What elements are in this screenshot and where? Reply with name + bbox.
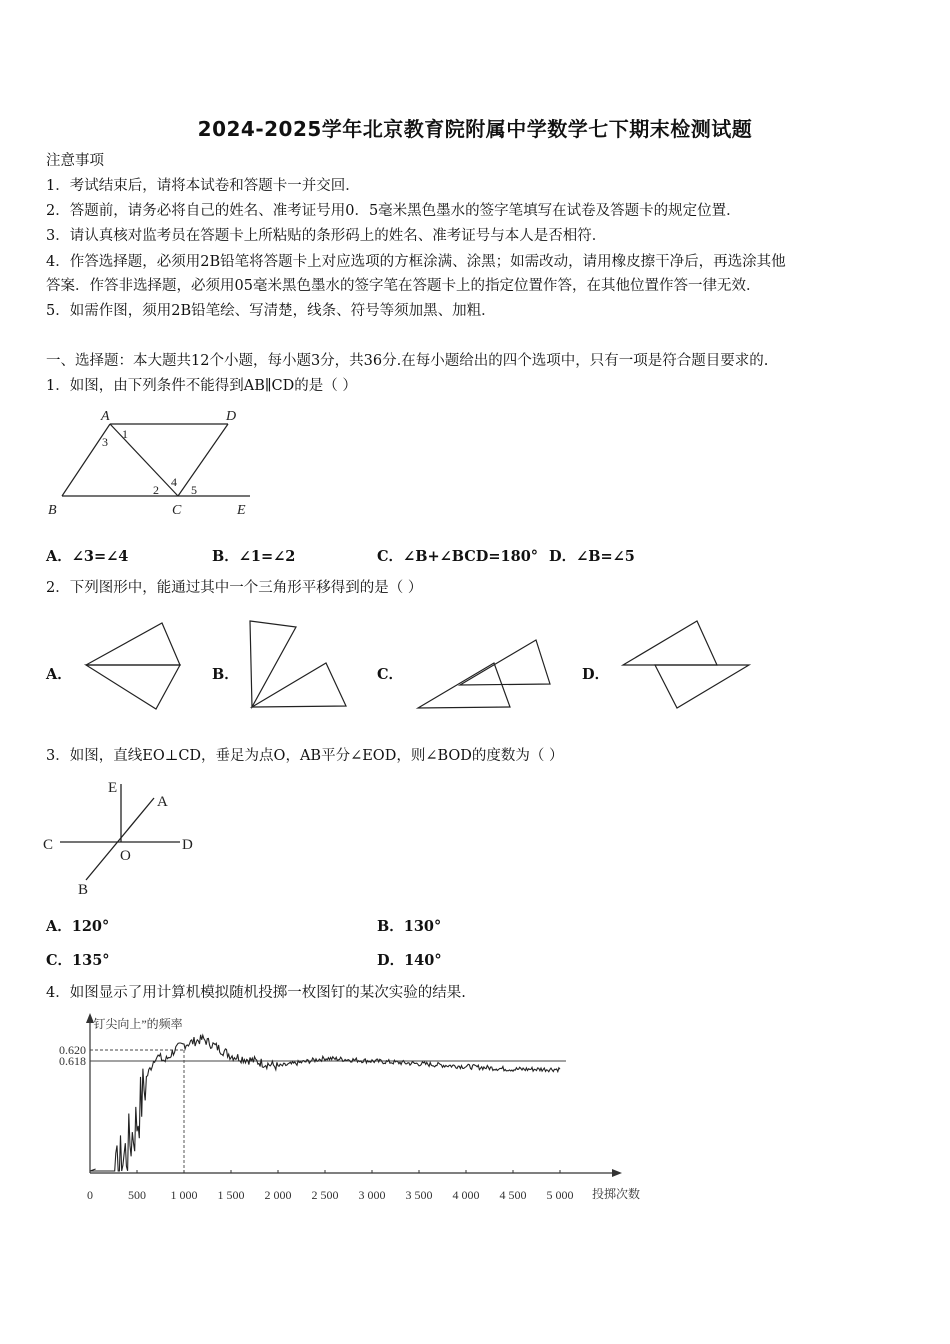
triangle <box>252 663 346 707</box>
notice-heading: 注意事项 <box>46 153 104 169</box>
q2-figure-d <box>615 615 760 715</box>
x-tick-label: 3 500 <box>405 1188 433 1202</box>
q3-option-b[interactable]: B．130° <box>377 918 442 935</box>
q1-option-c[interactable]: C．∠B+∠BCD=180° <box>377 548 539 565</box>
notice-item: 3．请认真核对监考员在答题卡上所粘贴的条形码上的姓名、准考证号与本人是否相符． <box>46 228 607 244</box>
notice-item: 2．答题前，请务必将自己的姓名、准考证号用0．5毫米黑色墨水的签字笔填写在试卷及答题卡的规定位置． <box>46 203 741 219</box>
question-3 <box>46 746 564 766</box>
triangle <box>655 665 749 708</box>
page-title: 2024-2025学年北京教育院附属中学数学七下期末检测试题 <box>197 117 753 141</box>
question-stem: 如图，直线EO⊥CD，垂足为点O，AB平分∠EOD，则∠BOD的度数为（ ） <box>69 748 564 764</box>
frequency-series-line <box>90 1035 560 1171</box>
question-4 <box>46 983 466 1003</box>
label-e: E <box>237 503 246 518</box>
label-e: E <box>108 780 118 796</box>
q1-figure <box>40 404 260 522</box>
q2-option-c[interactable]: C． <box>377 666 404 683</box>
angle-label-4: 4 <box>171 475 177 489</box>
q3-option-c[interactable]: C．135° <box>46 952 110 969</box>
question-number: 4． <box>46 985 70 1001</box>
y-axis-label: “钉尖向上”的频率 <box>88 1017 183 1031</box>
label-a: A <box>101 409 110 424</box>
x-tick-label: 1 500 <box>217 1188 245 1202</box>
label-b: B <box>48 503 57 518</box>
q2-option-a[interactable]: A． <box>46 666 72 683</box>
x-tick-label: 0 <box>87 1188 93 1202</box>
notice-item: 4．作答选择题，必须用2B铅笔将答题卡上对应选项的方框涂满、涂黑；如需改动，请用橡皮擦干净后，再选涂其他 <box>46 254 786 270</box>
label-c: C <box>172 503 182 518</box>
x-tick-label: 5 000 <box>546 1188 574 1202</box>
notice-item: 答案．作答非选择题，必须用05毫米黑色墨水的签字笔在答题卡上的指定位置作答，在其他位置作答一律无效． <box>46 278 761 294</box>
q2-option-d[interactable]: D． <box>582 666 610 683</box>
label-d: D <box>226 409 237 424</box>
angle-label-2: 2 <box>153 483 159 497</box>
label-c: C <box>43 837 54 853</box>
q2-figure-b <box>244 615 354 715</box>
triangle <box>623 621 717 665</box>
x-axis-label: 投掷次数 <box>592 1187 641 1201</box>
q2-option-b[interactable]: B． <box>212 666 239 683</box>
question-1 <box>46 376 357 396</box>
x-tick-label: 2 500 <box>311 1188 339 1202</box>
label-b: B <box>78 882 89 898</box>
q3-option-d[interactable]: D．140° <box>377 952 442 969</box>
x-tick-label: 3 000 <box>358 1188 386 1202</box>
question-stem: 如图，由下列条件不能得到AB∥CD的是（ ） <box>69 378 357 394</box>
x-tick-label: 4 500 <box>499 1188 527 1202</box>
label-o: O <box>120 848 131 864</box>
angle-label-1: 1 <box>122 427 128 441</box>
y-tick-label: 0.618 <box>59 1054 86 1068</box>
question-number: 1． <box>46 378 70 394</box>
angle-label-3: 3 <box>102 435 108 449</box>
notice-item: 1．考试结束后，请将本试卷和答题卡一并交回． <box>46 178 360 194</box>
y-tick-label: 0.620 <box>59 1043 86 1057</box>
label-a: A <box>157 794 168 810</box>
question-number: 3． <box>46 748 70 764</box>
section-heading: 一、选择题：本大题共12个小题，每小题3分，共36分.在每小题给出的四个选项中，只有一项是符合题目要求的. <box>46 353 769 369</box>
question-stem: 如图显示了用计算机模拟随机投掷一枚图钉的某次实验的结果. <box>69 985 466 1001</box>
line-ac <box>110 424 178 496</box>
line-dc <box>178 424 228 496</box>
question-stem: 下列图形中，能通过其中一个三角形平移得到的是（ ） <box>69 580 423 596</box>
q2-figure-a <box>80 615 190 715</box>
question-number: 2． <box>46 580 70 596</box>
line-ab <box>86 798 154 880</box>
triangle <box>86 665 180 709</box>
triangle <box>86 623 180 665</box>
x-tick-label: 4 000 <box>452 1188 480 1202</box>
q4-frequency-chart <box>40 1008 670 1208</box>
q3-option-a[interactable]: A．120° <box>46 918 110 935</box>
x-tick-label: 500 <box>128 1188 146 1202</box>
triangle <box>460 640 550 685</box>
label-d: D <box>182 837 193 853</box>
q1-option-d[interactable]: D．∠B=∠5 <box>549 548 635 565</box>
angle-label-5: 5 <box>191 483 197 497</box>
reference-lines <box>90 1050 566 1173</box>
q1-option-b[interactable]: B．∠1=∠2 <box>212 548 296 565</box>
q2-figure-c <box>410 630 560 715</box>
q1-option-a[interactable]: A．∠3=∠4 <box>46 548 129 565</box>
q3-figure <box>40 772 200 900</box>
notice-item: 5．如需作图，须用2B铅笔绘、写清楚，线条、符号等须加黑、加粗． <box>46 303 496 319</box>
x-axis-arrow <box>612 1169 622 1177</box>
question-2 <box>46 578 422 598</box>
x-tick-label: 2 000 <box>264 1188 292 1202</box>
x-tick-label: 1 000 <box>170 1188 198 1202</box>
